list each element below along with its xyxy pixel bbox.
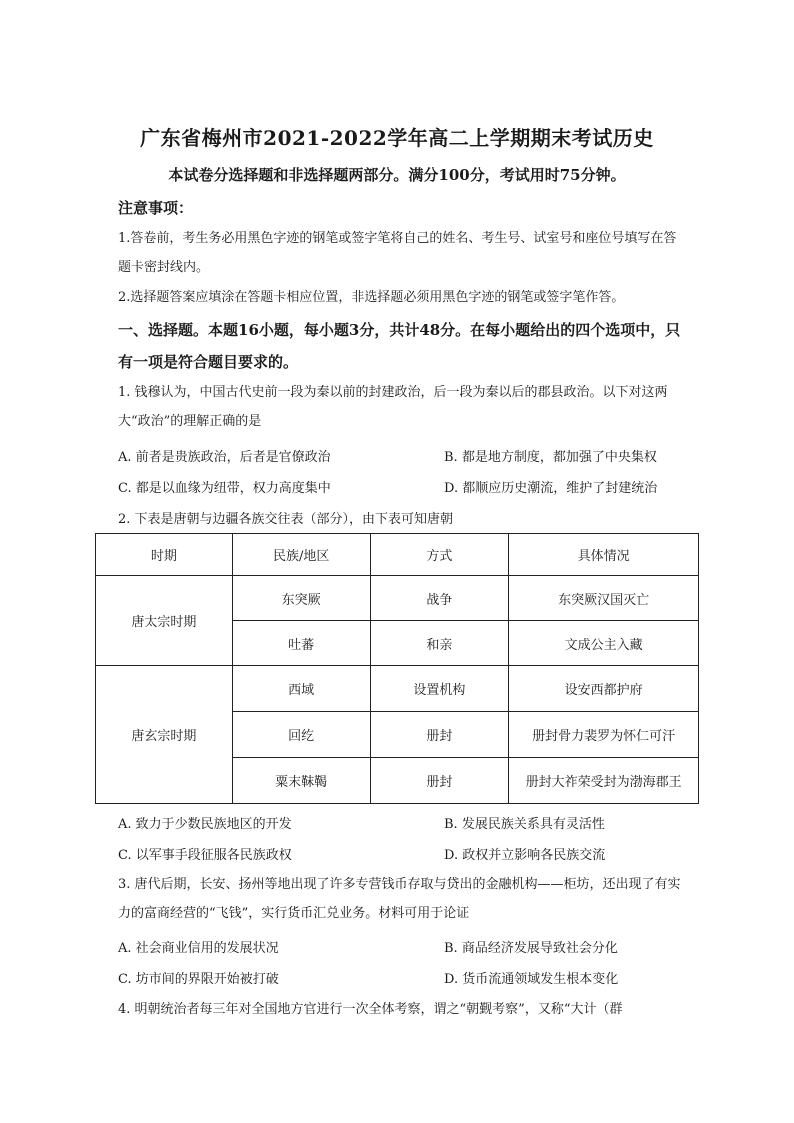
- table-cell: 册封: [370, 712, 509, 758]
- table-cell: 册封: [370, 758, 509, 804]
- table-header-row: [96, 534, 699, 576]
- option-c: C. 以军事手段征服各民族政权: [118, 848, 292, 863]
- exam-title: 广东省梅州市2021-2022学年高二上学期期末考试历史: [140, 126, 654, 150]
- option-b: B. 发展民族关系具有灵活性: [444, 817, 605, 832]
- table-header-cell: 民族/地区: [232, 534, 370, 576]
- note-item: 2.选择题答案应填涂在答题卡相应位置，非选择题必须用黑色字迹的钢笔或签字笔作答。: [118, 290, 625, 305]
- option-d: D. 政权并立影响各民族交流: [444, 848, 606, 863]
- option-a: A. 致力于少数民族地区的开发: [118, 817, 292, 832]
- question-stem: 1. 钱穆认为，中国古代史前一段为秦以前的封建政治，后一段为秦以后的郡县政治。以下对这两大“政治”的理解正确的是: [118, 385, 668, 429]
- table-cell: 粟末靺鞨: [232, 758, 370, 804]
- table-cell: 设置机构: [370, 666, 509, 712]
- tang-relations-table: [95, 533, 699, 804]
- table-header-cell: 方式: [370, 534, 509, 576]
- table-header-cell: 具体情况: [509, 534, 699, 576]
- table-header-cell: 时期: [96, 534, 233, 576]
- option-a: A. 社会商业信用的发展状况: [118, 941, 279, 956]
- table-cell: 回纥: [232, 712, 370, 758]
- period-cell: 唐太宗时期: [96, 576, 233, 666]
- period-cell: 唐玄宗时期: [96, 666, 233, 804]
- option-c: C. 坊市间的界限开始被打破: [118, 972, 279, 987]
- question-stem: 2. 下表是唐朝与边疆各族交往表（部分），由下表可知唐朝: [118, 512, 454, 527]
- table-cell: 和亲: [370, 621, 509, 666]
- notes-heading: 注意事项：: [118, 199, 194, 217]
- table-row: [96, 666, 699, 712]
- question-stem: 4. 明朝统治者每三年对全国地方官进行一次全体考察，谓之“朝觐考察”，又称“大计（群: [118, 1002, 623, 1017]
- table-row: [96, 576, 699, 621]
- table-cell: 设安西都护府: [509, 666, 699, 712]
- table-cell: 册封骨力裴罗为怀仁可汗: [509, 712, 699, 758]
- option-a: A. 前者是贵族政治，后者是官僚政治: [118, 450, 331, 465]
- table-cell: 册封大祚荣受封为渤海郡王: [509, 758, 699, 804]
- option-d: D. 都顺应历史潮流，维护了封建统治: [444, 481, 658, 496]
- table-cell: 吐蕃: [232, 621, 370, 666]
- table-cell: 东突厥: [232, 576, 370, 621]
- option-b: B. 都是地方制度，都加强了中央集权: [444, 450, 657, 465]
- option-c: C. 都是以血缘为纽带，权力高度集中: [118, 481, 331, 496]
- table-cell: 西域: [232, 666, 370, 712]
- section-heading: 一、选择题。本题16小题，每小题3分，共计48分。在每小题给出的四个选项中，只有一项是符合题目要求的。: [118, 321, 681, 371]
- table-cell: 东突厥汉国灭亡: [509, 576, 699, 621]
- table-cell: 文成公主入藏: [509, 621, 699, 666]
- option-d: D. 货币流通领域发生根本变化: [444, 972, 619, 987]
- option-b: B. 商品经济发展导致社会分化: [444, 941, 618, 956]
- table-cell: 战争: [370, 576, 509, 621]
- question-stem: 3. 唐代后期，长安、扬州等地出现了许多专营钱币存取与贷出的金融机构——柜坊，还出现了有实力的富商经营的“飞钱”，实行货币汇兑业务。材料可用于论证: [118, 877, 681, 921]
- note-item: 1.答卷前，考生务必用黑色字迹的钢笔或签字笔将自己的姓名、考生号、试室号和座位号填写在答题卡密封线内。: [118, 231, 677, 275]
- exam-subtitle: 本试卷分选择题和非选择题两部分。满分100分，考试用时75分钟。: [168, 166, 626, 184]
